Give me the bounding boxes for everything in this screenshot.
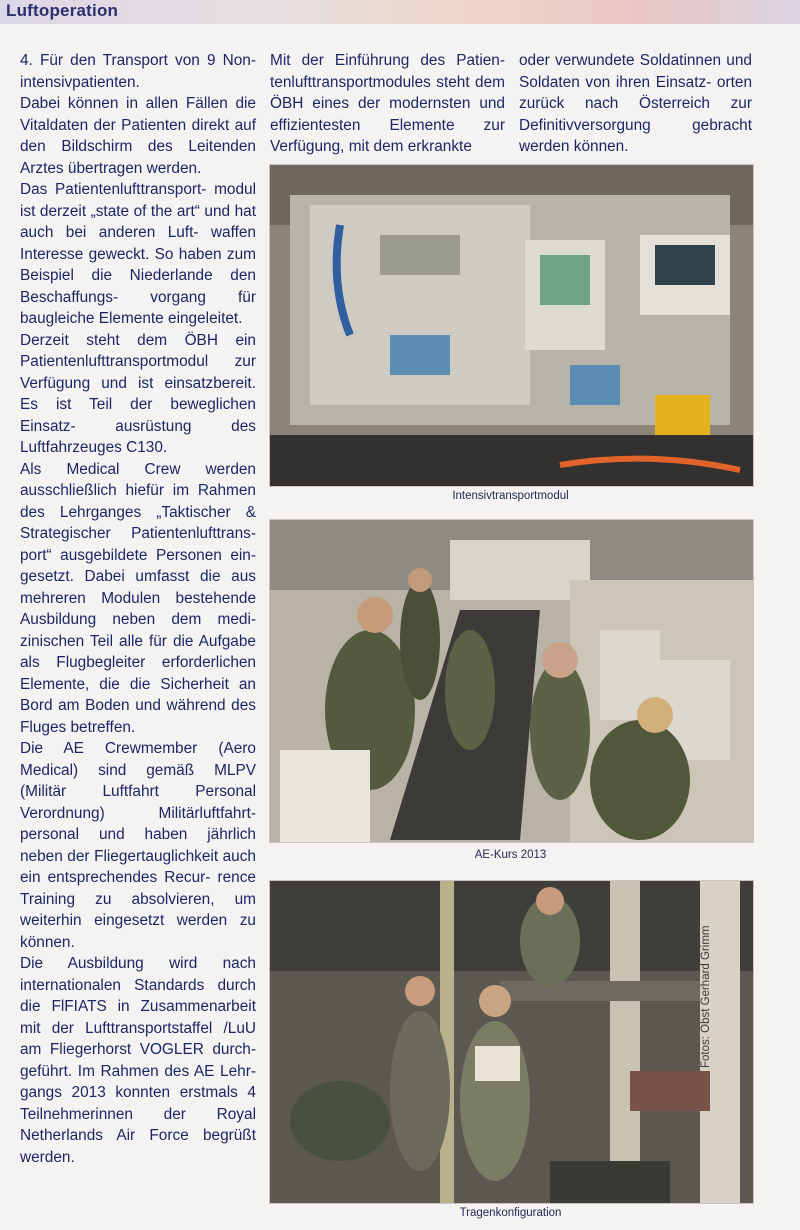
paragraph: Als Medical Crew werden ausschließlich hiefür im Rahmen des Lehrganges „Taktischer & Strategischer Patientenlufttrans- port“ ausgebildete Personen ein- gesetzt. Dabei umfasst die aus mehreren Modulen bestehende Ausbildung neben dem medi- zinischen Teil alle für die Aufgabe als Flugbegleiter erforderlichen Elemente, die die Sicherheit an Bord am Boden und während des Fluges betreffen.: [20, 460, 256, 736]
paragraph: Derzeit steht dem ÖBH ein Patientenlufttransportmodul zur Verfügung und ist einsatzbereit. Es ist Teil der beweglichen Einsatz- ausrüstung des Luftfahrzeuges C130.: [20, 331, 256, 456]
photo-credit: Fotos: Obst Gerhard Grimm: [700, 925, 712, 1068]
paragraph: 4. Für den Transport von 9 Non- intensivpatienten.: [20, 52, 256, 91]
paragraph: Dabei können in allen Fällen die Vitaldaten der Patienten direkt auf den Bildschirm des Leitenden Arztes übertragen werden.: [20, 95, 256, 177]
paragraph: Das Patientenlufttransport- modul ist derzeit „state of the art“ und hat auch bei anderen Luft- waffen Interesse geweckt. So haben zum Beispiel die Niederlande den Beschaffungs- vorgang für baugleiche Elemente eingeleitet.: [20, 181, 256, 327]
caption: AE-Kurs 2013: [474, 849, 547, 861]
photo-ae-course: [269, 519, 754, 843]
paragraph: Die Ausbildung wird nach internationalen Standards durch die FlFIATS in Zusammenarbeit mit der Lufttransportstaffel /LuU am Fliegerhorst VOGLER durch- geführt. Im Rahmen des AE Lehr- gangs 2013 konnten erstmals 4 Teilnehmerinnen der Royal Netherlands Air Force begrüßt werden.: [20, 955, 256, 1166]
paragraph: Mit der Einführung des Patien- tenlufttransportmodules steht dem ÖBH eines der modernsten und effizientesten Elemente zur Verfügung, mit dem erkrankte: [270, 52, 505, 155]
article-column-3: [519, 50, 752, 158]
caption: Intensivtransportmodul: [452, 490, 569, 502]
paragraph: Die AE Crewmember (Aero Medical) sind gemäß MLPV (Militär Luftfahrt Personal Verordnung) Militärluftfahrt- personal und haben jährlich neben der Fliegertauglichkeit auch ein entsprechendes Recur- rence Training zu absolvieren, um weiterhin eingesetzt werden zu können.: [20, 740, 256, 951]
photo-intensive-care-module: [269, 164, 754, 487]
header-bar: [0, 0, 800, 24]
paragraph: oder verwundete Soldatinnen und Soldaten von ihren Einsatz- orten zurück nach Österreich zur Definitivversorgung gebracht werden können.: [519, 52, 752, 155]
section-title: Luftoperation: [6, 1, 119, 20]
article-column-1: [20, 50, 256, 1168]
photo-stretcher-configuration: [269, 880, 754, 1204]
caption: Tragenkonfiguration: [459, 1207, 562, 1219]
article-column-2: [270, 50, 505, 158]
